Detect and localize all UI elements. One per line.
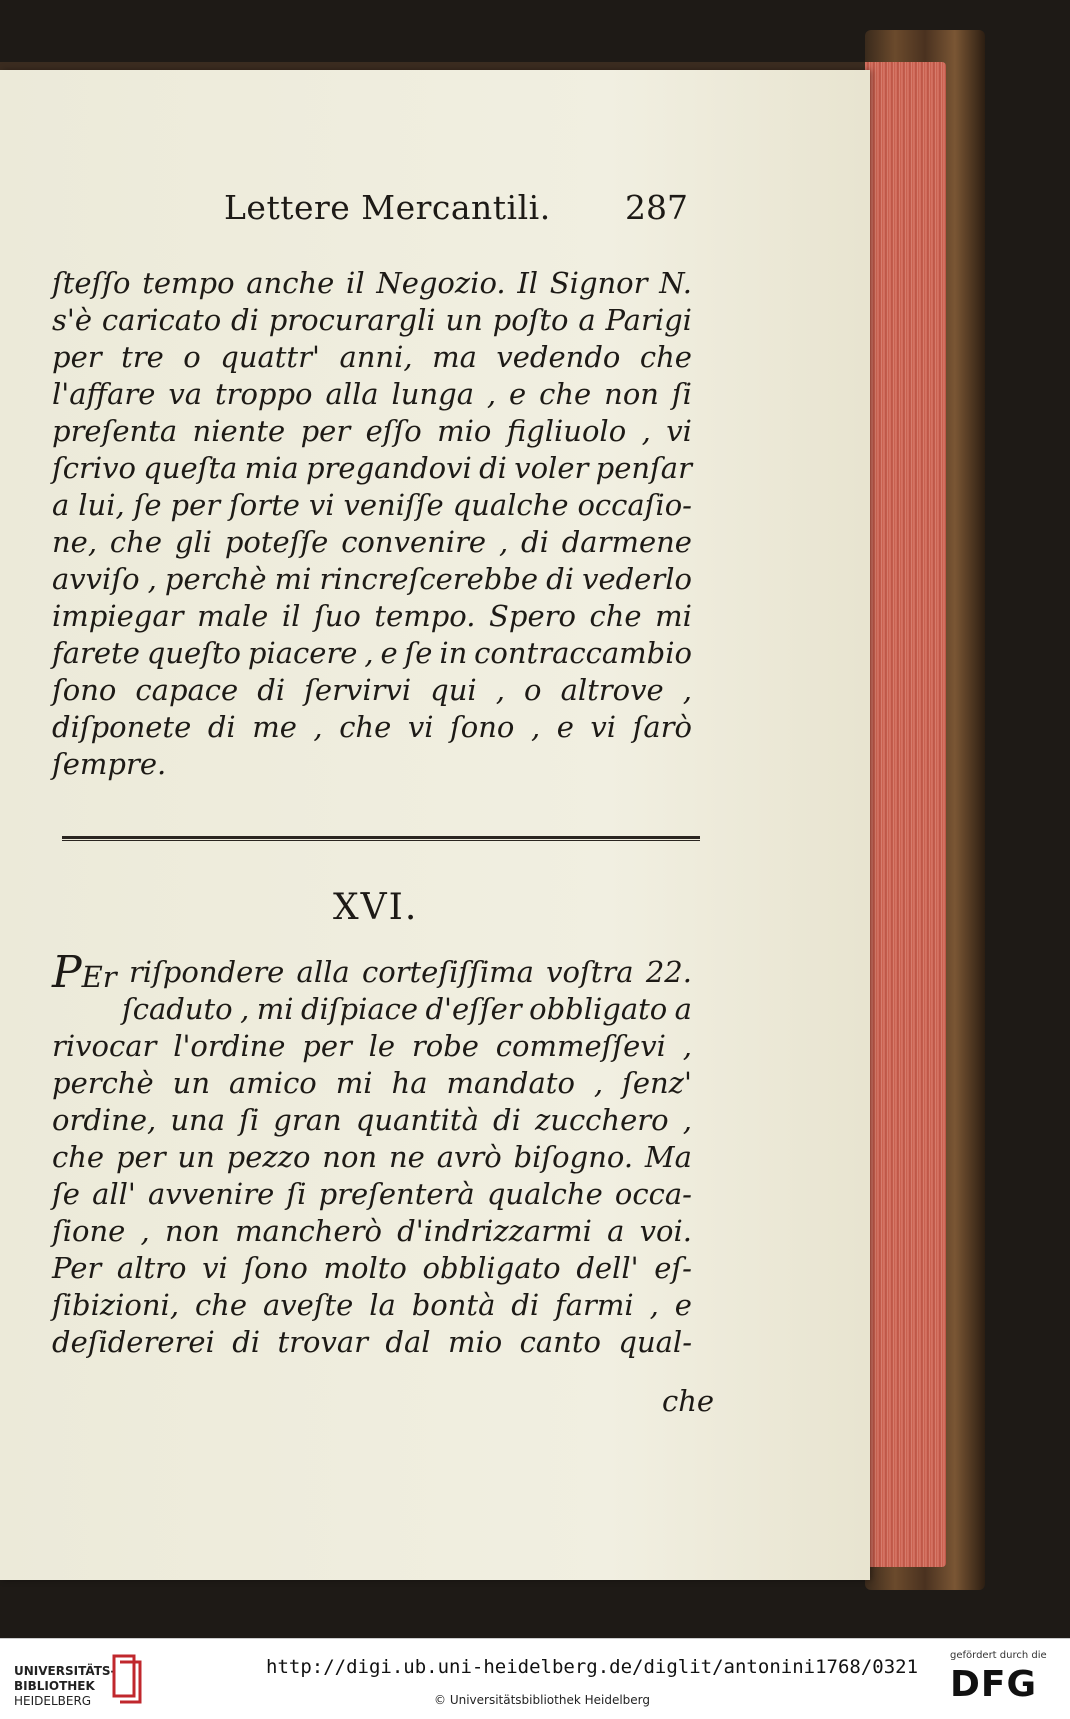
word: ſcaduto xyxy=(122,992,233,1026)
word: alla xyxy=(325,377,379,411)
text-line xyxy=(52,1139,692,1176)
word: ſono xyxy=(243,1251,308,1285)
word: mi xyxy=(655,599,692,633)
word: di xyxy=(232,1325,261,1359)
word: e xyxy=(674,1288,692,1322)
word: male xyxy=(197,599,269,633)
word: che xyxy=(52,1140,105,1174)
library-line-3: HEIDELBERG xyxy=(14,1694,92,1708)
word: eſ- xyxy=(654,1251,692,1285)
text-line xyxy=(52,302,692,339)
word: niente xyxy=(192,414,286,448)
word: , xyxy=(240,992,250,1026)
word: dal xyxy=(385,1325,431,1359)
word: diſpiace xyxy=(300,992,419,1026)
word: di xyxy=(231,303,259,337)
word: ſi xyxy=(671,377,692,411)
word: obbligato xyxy=(422,1251,561,1285)
word: alla xyxy=(296,955,350,989)
word: voler xyxy=(514,451,589,485)
word: avvenire xyxy=(148,1177,275,1211)
word: mancherò xyxy=(235,1214,382,1248)
word: commeſſevi xyxy=(495,1029,666,1063)
word: vi xyxy=(407,710,434,744)
word: vi xyxy=(666,414,692,448)
word: tre xyxy=(121,340,164,374)
word: in xyxy=(439,636,468,670)
word: voſtra xyxy=(546,955,634,989)
text-line xyxy=(52,746,692,783)
word: , xyxy=(682,1029,692,1063)
word: darmene xyxy=(561,525,692,559)
word: , xyxy=(682,1103,692,1137)
word: ſi xyxy=(286,1177,307,1211)
word: vi xyxy=(308,488,335,522)
word: Per xyxy=(52,1251,102,1285)
text-line xyxy=(52,709,692,746)
word: contraccambio xyxy=(474,636,692,670)
word: convenire xyxy=(341,525,487,559)
word: a xyxy=(52,488,70,522)
word: per xyxy=(115,1140,166,1174)
word: tempo. xyxy=(374,599,476,633)
word: di xyxy=(511,1288,540,1322)
text-line xyxy=(52,1213,692,1250)
dfg-logo: DFG xyxy=(950,1664,1038,1705)
word: di xyxy=(546,562,574,596)
word: quattr' xyxy=(220,340,320,374)
word: impiegar xyxy=(52,599,184,633)
word: ſuo xyxy=(313,599,361,633)
word: , xyxy=(313,710,323,744)
word: Parigi xyxy=(605,303,692,337)
word: Spero xyxy=(489,599,576,633)
word: ordine, xyxy=(52,1103,157,1137)
word: me xyxy=(252,710,297,744)
word: , xyxy=(486,377,497,411)
word: che xyxy=(639,340,692,374)
word: PEr xyxy=(52,947,117,998)
word: mio xyxy=(437,414,492,448)
word: N. xyxy=(659,266,692,300)
word: e xyxy=(509,377,527,411)
word: o xyxy=(524,673,542,707)
running-title: Lettere Mercantili. xyxy=(224,188,551,227)
word: a xyxy=(607,1214,625,1248)
word: caricato xyxy=(101,303,222,337)
word: a xyxy=(578,303,596,337)
text-line xyxy=(52,672,692,709)
word: Negozio. xyxy=(376,266,506,300)
word: ſe xyxy=(404,636,433,670)
word: poſto xyxy=(492,303,569,337)
word: un xyxy=(177,1140,215,1174)
word: Ma xyxy=(644,1140,692,1174)
word: deſidererei xyxy=(52,1325,215,1359)
text-line xyxy=(52,1250,692,1287)
word: , xyxy=(593,1066,604,1100)
permalink-url[interactable]: http://digi.ub.uni-heidelberg.de/diglit/antonini1768/0321 xyxy=(266,1656,919,1678)
word: occa- xyxy=(614,1177,692,1211)
word: , xyxy=(641,414,651,448)
word: ha xyxy=(391,1066,428,1100)
text-line xyxy=(52,339,692,376)
text-line xyxy=(52,265,692,302)
word: di xyxy=(493,1103,521,1137)
word: bontà xyxy=(411,1288,496,1322)
word: un xyxy=(445,303,483,337)
word: l'affare xyxy=(52,377,156,411)
word: , xyxy=(140,1214,150,1248)
text-line xyxy=(52,635,692,672)
word: va xyxy=(168,377,203,411)
word: robe xyxy=(411,1029,479,1063)
word: penſar xyxy=(595,451,692,485)
word: canto xyxy=(519,1325,601,1359)
word: preſenterà xyxy=(318,1177,475,1211)
catchword: che xyxy=(662,1384,715,1418)
word: mi xyxy=(256,992,294,1026)
text-line xyxy=(52,1287,692,1324)
word: d'eſſer xyxy=(425,992,522,1026)
word: d'indrizzarmi xyxy=(397,1214,592,1248)
word: altro xyxy=(116,1251,187,1285)
word: altrove xyxy=(560,673,664,707)
text-line xyxy=(52,1102,692,1139)
word: ſono xyxy=(450,710,515,744)
drop-capital: P xyxy=(52,947,82,998)
word: perchè xyxy=(164,562,267,596)
word: farmi xyxy=(555,1288,634,1322)
word: non xyxy=(165,1214,220,1248)
page-fore-edge xyxy=(858,62,946,1567)
word: occaſio- xyxy=(577,488,692,522)
word: ſe xyxy=(52,1177,80,1211)
word: gli xyxy=(174,525,212,559)
word: ſibizioni, xyxy=(52,1288,180,1322)
word: biſogno. xyxy=(513,1140,634,1174)
word: e xyxy=(380,636,398,670)
word: diſponete xyxy=(52,710,192,744)
word: di xyxy=(479,451,507,485)
word: molto xyxy=(323,1251,407,1285)
word: ſempre. xyxy=(52,747,167,781)
word: ſarò xyxy=(632,710,692,744)
library-line-2: BIBLIOTHEK xyxy=(14,1679,95,1693)
word: rivocar xyxy=(52,1029,157,1063)
word: per xyxy=(302,1029,352,1063)
word: gran xyxy=(273,1103,342,1137)
word: mi xyxy=(335,1066,373,1100)
word: il xyxy=(346,266,365,300)
word: queſto xyxy=(146,636,242,670)
funding-caption: gefördert durch die xyxy=(950,1650,1047,1661)
word: amico xyxy=(229,1066,317,1100)
library-logo-text xyxy=(14,1664,116,1709)
word: un xyxy=(172,1066,211,1100)
text-line xyxy=(52,1028,692,1065)
word: a xyxy=(674,992,692,1026)
word: che xyxy=(194,1288,248,1322)
word: , xyxy=(364,636,374,670)
word: 22. xyxy=(645,955,692,989)
word: di xyxy=(257,673,286,707)
text-line xyxy=(52,1065,692,1102)
word: piacere xyxy=(247,636,358,670)
word: corteſiſſima xyxy=(361,955,534,989)
copyright-notice: © Universitätsbibliothek Heidelberg xyxy=(434,1693,651,1707)
text-line xyxy=(52,487,692,524)
letter-end-text xyxy=(52,265,692,783)
word: dell' xyxy=(576,1251,639,1285)
word: vederlo xyxy=(582,562,692,596)
word: ne xyxy=(389,1140,425,1174)
word: di xyxy=(207,710,236,744)
word: s'è xyxy=(52,303,93,337)
text-line xyxy=(52,1176,692,1213)
word: ſervirvi xyxy=(304,673,412,707)
word: che xyxy=(109,525,163,559)
word: ſteſſo xyxy=(52,266,131,300)
word: , xyxy=(530,710,541,744)
word: le xyxy=(368,1029,396,1063)
text-line xyxy=(52,413,692,450)
word: mia xyxy=(244,451,299,485)
word: troppo xyxy=(214,377,313,411)
word: anche xyxy=(246,266,335,300)
word: riſpondere xyxy=(128,955,285,989)
word: , xyxy=(682,673,692,707)
word: ſono xyxy=(52,673,117,707)
word: per xyxy=(300,414,351,448)
word: aveſte xyxy=(262,1288,354,1322)
word: all' xyxy=(92,1177,136,1211)
word: preſenta xyxy=(52,414,178,448)
word: trovar xyxy=(277,1325,368,1359)
word: queſta xyxy=(143,451,238,485)
library-line-1: UNIVERSITÄTS- xyxy=(14,1664,116,1678)
section-number: XVI. xyxy=(333,887,419,928)
text-line xyxy=(52,1324,692,1361)
word: tempo xyxy=(142,266,235,300)
word: non xyxy=(604,377,659,411)
word: di xyxy=(521,525,549,559)
word: qual- xyxy=(618,1325,692,1359)
word: voi. xyxy=(639,1214,692,1248)
word: ſione xyxy=(52,1214,126,1248)
word: ſenz' xyxy=(622,1066,692,1100)
section-divider xyxy=(62,836,700,839)
word: qualche xyxy=(452,488,569,522)
word: la xyxy=(369,1288,396,1322)
word: vi xyxy=(590,710,617,744)
word: qui xyxy=(430,673,477,707)
word: qualche xyxy=(486,1177,603,1211)
word: Il xyxy=(517,266,539,300)
word: lunga xyxy=(391,377,474,411)
letter-body-text xyxy=(52,947,692,1361)
word: per xyxy=(52,340,102,374)
word: e xyxy=(556,710,574,744)
word: , xyxy=(649,1288,659,1322)
word: o xyxy=(183,340,201,374)
word: per xyxy=(170,488,221,522)
word: , xyxy=(495,673,505,707)
word: obbligato xyxy=(529,992,668,1026)
text-line xyxy=(52,947,692,998)
word: che xyxy=(589,599,642,633)
text-line xyxy=(52,991,692,1028)
word: una xyxy=(170,1103,225,1137)
word: quantità xyxy=(355,1103,479,1137)
page-number: 287 xyxy=(625,188,688,227)
word: che xyxy=(339,710,392,744)
word: non xyxy=(322,1140,378,1174)
word: anni, xyxy=(339,340,413,374)
word: procurargli xyxy=(268,303,436,337)
word: eſſo xyxy=(365,414,422,448)
word: capace xyxy=(135,673,239,707)
word: zucchero xyxy=(534,1103,669,1137)
word: ſe xyxy=(133,488,162,522)
word: , xyxy=(147,562,157,596)
word: Signor xyxy=(549,266,648,300)
word: vedendo xyxy=(496,340,621,374)
text-line xyxy=(52,561,692,598)
section-divider-thin xyxy=(62,840,700,841)
word: ſi xyxy=(239,1103,260,1137)
word: pregandovi xyxy=(305,451,472,485)
word: mio xyxy=(447,1325,503,1359)
word: farete xyxy=(52,636,140,670)
text-line xyxy=(52,450,692,487)
word: avviſo xyxy=(52,562,140,596)
word: lui, xyxy=(78,488,125,522)
word: mi xyxy=(274,562,312,596)
word: ne, xyxy=(52,525,98,559)
word: mandato xyxy=(446,1066,575,1100)
word: ma xyxy=(432,340,477,374)
text-line xyxy=(52,376,692,413)
word: che xyxy=(539,377,592,411)
word: vi xyxy=(202,1251,228,1285)
word: ſorte xyxy=(229,488,300,522)
word: ſcrivo xyxy=(52,451,136,485)
word: perchè xyxy=(52,1066,154,1100)
text-line xyxy=(52,598,692,635)
word: figliuolo xyxy=(506,414,627,448)
word: , xyxy=(498,525,509,559)
library-logo-icon xyxy=(110,1650,144,1704)
word: l'ordine xyxy=(173,1029,286,1063)
word: veniſſe xyxy=(343,488,444,522)
word: il xyxy=(281,599,301,633)
word: poteſſe xyxy=(224,525,329,559)
word: rincreſcerebbe xyxy=(319,562,539,596)
word: avrò xyxy=(436,1140,502,1174)
text-line xyxy=(52,524,692,561)
word: pezzo xyxy=(226,1140,311,1174)
